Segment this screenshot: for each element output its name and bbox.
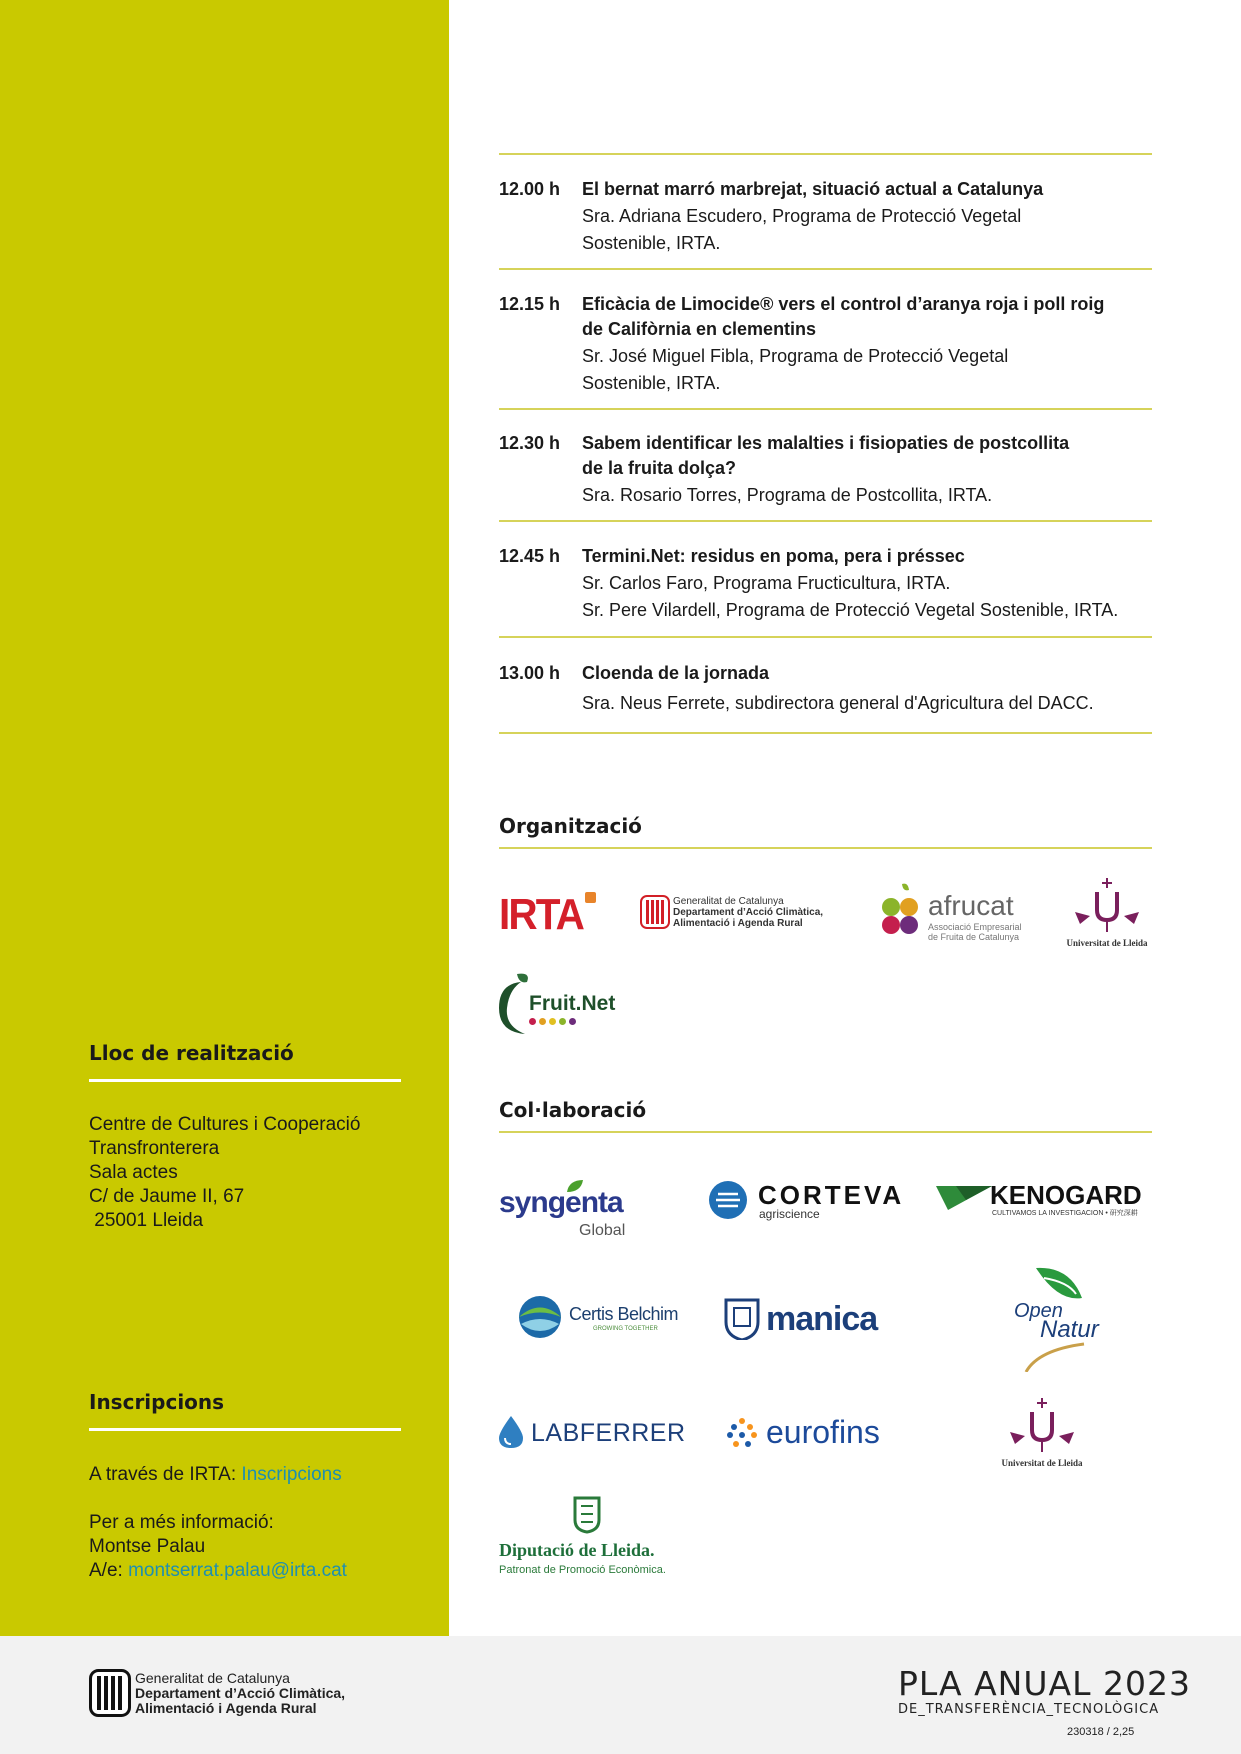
address-line: Sala actes	[89, 1162, 178, 1183]
session-speaker: Sra. Adriana Escudero, Programa de Protecció Vegetal	[582, 206, 1022, 226]
footer-gencat-logo: Generalitat de Catalunya Departament d’Acció Climàtica, Alimentació i Agenda Rural	[89, 1669, 389, 1717]
info-label: Per a més informació:	[89, 1512, 274, 1533]
syngenta-logo: syngenta Global	[499, 1178, 639, 1242]
udl-logo: Universitat de Lleida	[1060, 876, 1154, 950]
email-link[interactable]: montserrat.palau@irta.cat	[128, 1560, 347, 1581]
session-title: de la fruita dolça?	[582, 458, 737, 478]
address-line: 25001 Lleida	[89, 1210, 204, 1231]
divider	[89, 1428, 401, 1431]
labferrer-drop-icon	[497, 1414, 525, 1450]
address-line: Transfronterera	[89, 1138, 220, 1159]
manica-logo: manica	[724, 1298, 904, 1342]
kenogard-emblem-icon	[936, 1182, 992, 1212]
session-speaker: Sr. José Miguel Fibla, Programa de Protecció Vegetal	[582, 346, 1009, 366]
divider	[89, 1079, 401, 1082]
irta-logo: IRTA	[499, 890, 590, 940]
document-code: 230318 / 2,25	[1067, 1726, 1135, 1738]
session-title: El bernat marró marbrejat, situació actual a Catalunya	[582, 179, 1044, 199]
session-speaker: Sostenible, IRTA.	[582, 233, 721, 253]
inscripcions-heading: Inscripcions	[89, 1390, 225, 1414]
inscription-line: A través de IRTA: Inscripcions	[89, 1464, 342, 1485]
pla-anual-subtitle: DE_TRANSFERÈNCIA_TECNOLÒGICA	[898, 1702, 1160, 1717]
inscripcions-link[interactable]: Inscripcions	[241, 1464, 342, 1485]
session-title: de Califòrnia en clementins	[582, 319, 817, 339]
gencat-flag-icon	[89, 1669, 131, 1717]
divider	[499, 408, 1152, 410]
kenogard-logo: KENOGARD CULTIVAMOS LA INVESTIGACION • 研究深耕	[936, 1182, 1151, 1218]
certis-globe-icon	[517, 1294, 563, 1340]
labferrer-logo: LABFERRER	[497, 1414, 683, 1452]
address-line: Centre de Cultures i Cooperació	[89, 1114, 361, 1135]
session-time: 12.30 h	[499, 433, 561, 453]
lloc-heading: Lloc de realització	[89, 1041, 294, 1065]
collaboracio-heading: Col·laboració	[499, 1098, 647, 1122]
session-time: 12.00 h	[499, 179, 561, 199]
session-speaker: Sr. Pere Vilardell, Programa de Protecció Vegetal Sostenible, IRTA.	[582, 600, 1119, 620]
gencat-flag-icon	[640, 895, 670, 929]
divider	[499, 847, 1152, 849]
udl-emblem-icon	[996, 1396, 1088, 1456]
eurofins-dots-icon	[726, 1417, 758, 1451]
udl-emblem-icon	[1060, 876, 1154, 936]
organitzacio-heading: Organització	[499, 814, 642, 838]
divider	[499, 153, 1152, 155]
session-title: Termini.Net: residus en poma, pera i préssec	[582, 546, 965, 566]
pla-anual-title: PLA ANUAL 2023	[898, 1664, 1191, 1703]
gencat-logo: Generalitat de Catalunya Departament d’Acció Climàtica, Alimentació i Agenda Rural	[640, 895, 840, 931]
session-time: 12.15 h	[499, 294, 561, 314]
fruitnet-logo: Fruit.Net	[497, 970, 633, 1038]
udl-logo: Universitat de Lleida	[996, 1396, 1088, 1470]
certis-belchim-logo: Certis Belchim GROWING TOGETHER	[517, 1294, 687, 1340]
divider	[499, 732, 1152, 734]
divider	[499, 1131, 1152, 1133]
diputacio-lleida-logo: Diputació de Lleida. Patronat de Promoció Econòmica.	[499, 1494, 675, 1578]
session-speaker: Sra. Rosario Torres, Programa de Postcollita, IRTA.	[582, 485, 993, 505]
eurofins-logo: eurofins	[726, 1414, 896, 1454]
session-title: Cloenda de la jornada	[582, 663, 770, 683]
session-speaker: Sostenible, IRTA.	[582, 373, 721, 393]
fruitnet-dots-icon	[529, 1018, 576, 1025]
contact-name: Montse Palau	[89, 1536, 206, 1557]
open-natur-logo: Open Natur	[978, 1262, 1108, 1372]
session-title: Eficàcia de Limocide® vers el control d’aranya roja i poll roig	[582, 294, 1105, 314]
irta-mark-icon	[585, 892, 596, 903]
email-line: A/e: montserrat.palau@irta.cat	[89, 1560, 347, 1581]
afrucat-fruit-icon	[878, 880, 922, 944]
diputacio-crest-icon	[571, 1494, 603, 1534]
session-time: 12.45 h	[499, 546, 561, 566]
session-title: Sabem identificar les malalties i fisiopaties de postcollita	[582, 433, 1070, 453]
divider	[499, 520, 1152, 522]
afrucat-logo: afrucat Associació Empresarial de Fruita de Catalunya	[878, 880, 1038, 946]
session-speaker: Sra. Neus Ferrete, subdirectora general d'Agricultura del DACC.	[582, 693, 1094, 713]
divider	[499, 636, 1152, 638]
session-time: 13.00 h	[499, 663, 561, 683]
manica-shield-icon	[724, 1298, 760, 1340]
divider	[499, 268, 1152, 270]
address-line: C/ de Jaume II, 67	[89, 1186, 245, 1207]
sidebar-panel	[0, 0, 449, 1636]
corteva-logo: CORTEVA agriscience	[708, 1180, 908, 1220]
corteva-emblem-icon	[708, 1180, 748, 1220]
session-speaker: Sr. Carlos Faro, Programa Fructicultura, IRTA.	[582, 573, 951, 593]
